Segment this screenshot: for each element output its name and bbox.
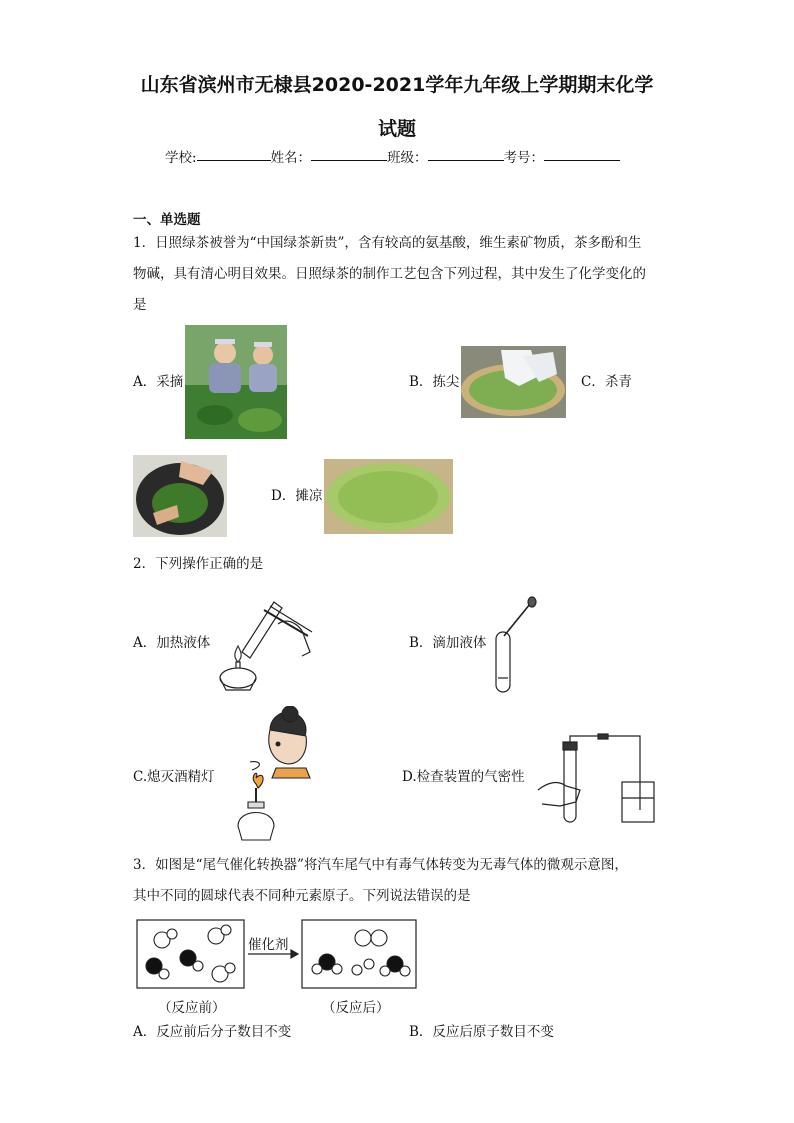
airtightness-check-diagram <box>536 732 660 826</box>
q3-stem-line2: 其中不同的圆球代表不同种元素原子。下列说法错误的是 <box>133 888 471 904</box>
q2-option-b[interactable]: B．滴加液体 <box>409 635 487 651</box>
q1-stem-line3: 是 <box>133 297 147 313</box>
class-label: 班级： <box>387 150 428 166</box>
q3-option-b[interactable]: B．反应后原子数目不变 <box>409 1024 554 1040</box>
tea-cooling-photo <box>324 459 453 534</box>
name-label: 姓名： <box>270 150 312 166</box>
class-blank[interactable] <box>428 146 504 161</box>
school-blank[interactable] <box>197 146 271 161</box>
student-info-row <box>165 146 620 166</box>
q1-stem-line2: 物碱，具有清心明目效果。日照绿茶的制作工艺包含下列过程，其中发生了化学变化的 <box>133 266 646 282</box>
school-label: 学校: <box>165 150 197 166</box>
q1-option-c[interactable]: C．杀青 <box>581 374 632 390</box>
heating-liquid-diagram <box>212 596 316 696</box>
q1-stem-line1: 1．日照绿茶被誉为“中国绿茶新贵”，含有较高的氨基酸，维生素矿物质，茶多酚和生 <box>133 235 642 251</box>
after-label: （反应后） <box>322 1000 390 1016</box>
catalyst-label: 催化剂 <box>248 937 289 953</box>
q2-option-d[interactable]: D.检查装置的气密性 <box>402 769 525 785</box>
exam-number-label: 考号： <box>503 150 545 166</box>
extinguish-lamp-diagram <box>230 706 320 846</box>
q1-option-d[interactable]: D．摊凉 <box>271 488 323 504</box>
exam-number-blank[interactable] <box>544 146 620 161</box>
before-label: （反应前） <box>158 1000 226 1016</box>
tea-sorting-photo <box>461 346 566 418</box>
name-blank[interactable] <box>311 146 387 161</box>
page-title-continued: 试题 <box>377 118 416 140</box>
tea-picking-photo <box>185 325 287 439</box>
q2-option-c[interactable]: C.熄灭酒精灯 <box>133 769 215 785</box>
dropping-liquid-diagram <box>490 596 540 696</box>
q1-option-a[interactable]: A．采摘 <box>133 374 184 390</box>
after-box <box>302 920 416 988</box>
tea-fixing-photo <box>133 455 227 537</box>
q1-option-b[interactable]: B．拣尖 <box>409 374 460 390</box>
q2-option-a[interactable]: A．加热液体 <box>133 635 211 651</box>
q3-option-a[interactable]: A．反应前后分子数目不变 <box>133 1024 292 1040</box>
reaction-microscopic-diagram <box>136 918 420 994</box>
q2-stem: 2．下列操作正确的是 <box>133 556 264 572</box>
page-title: 山东省滨州市无棣县2020-2021学年九年级上学期期末化学 <box>140 74 654 96</box>
q3-stem-line1: 3．如图是“尾气催化转换器”将汽车尾气中有毒气体转变为无毒气体的微观示意图， <box>133 857 628 873</box>
section-heading: 一、单选题 <box>133 212 201 228</box>
